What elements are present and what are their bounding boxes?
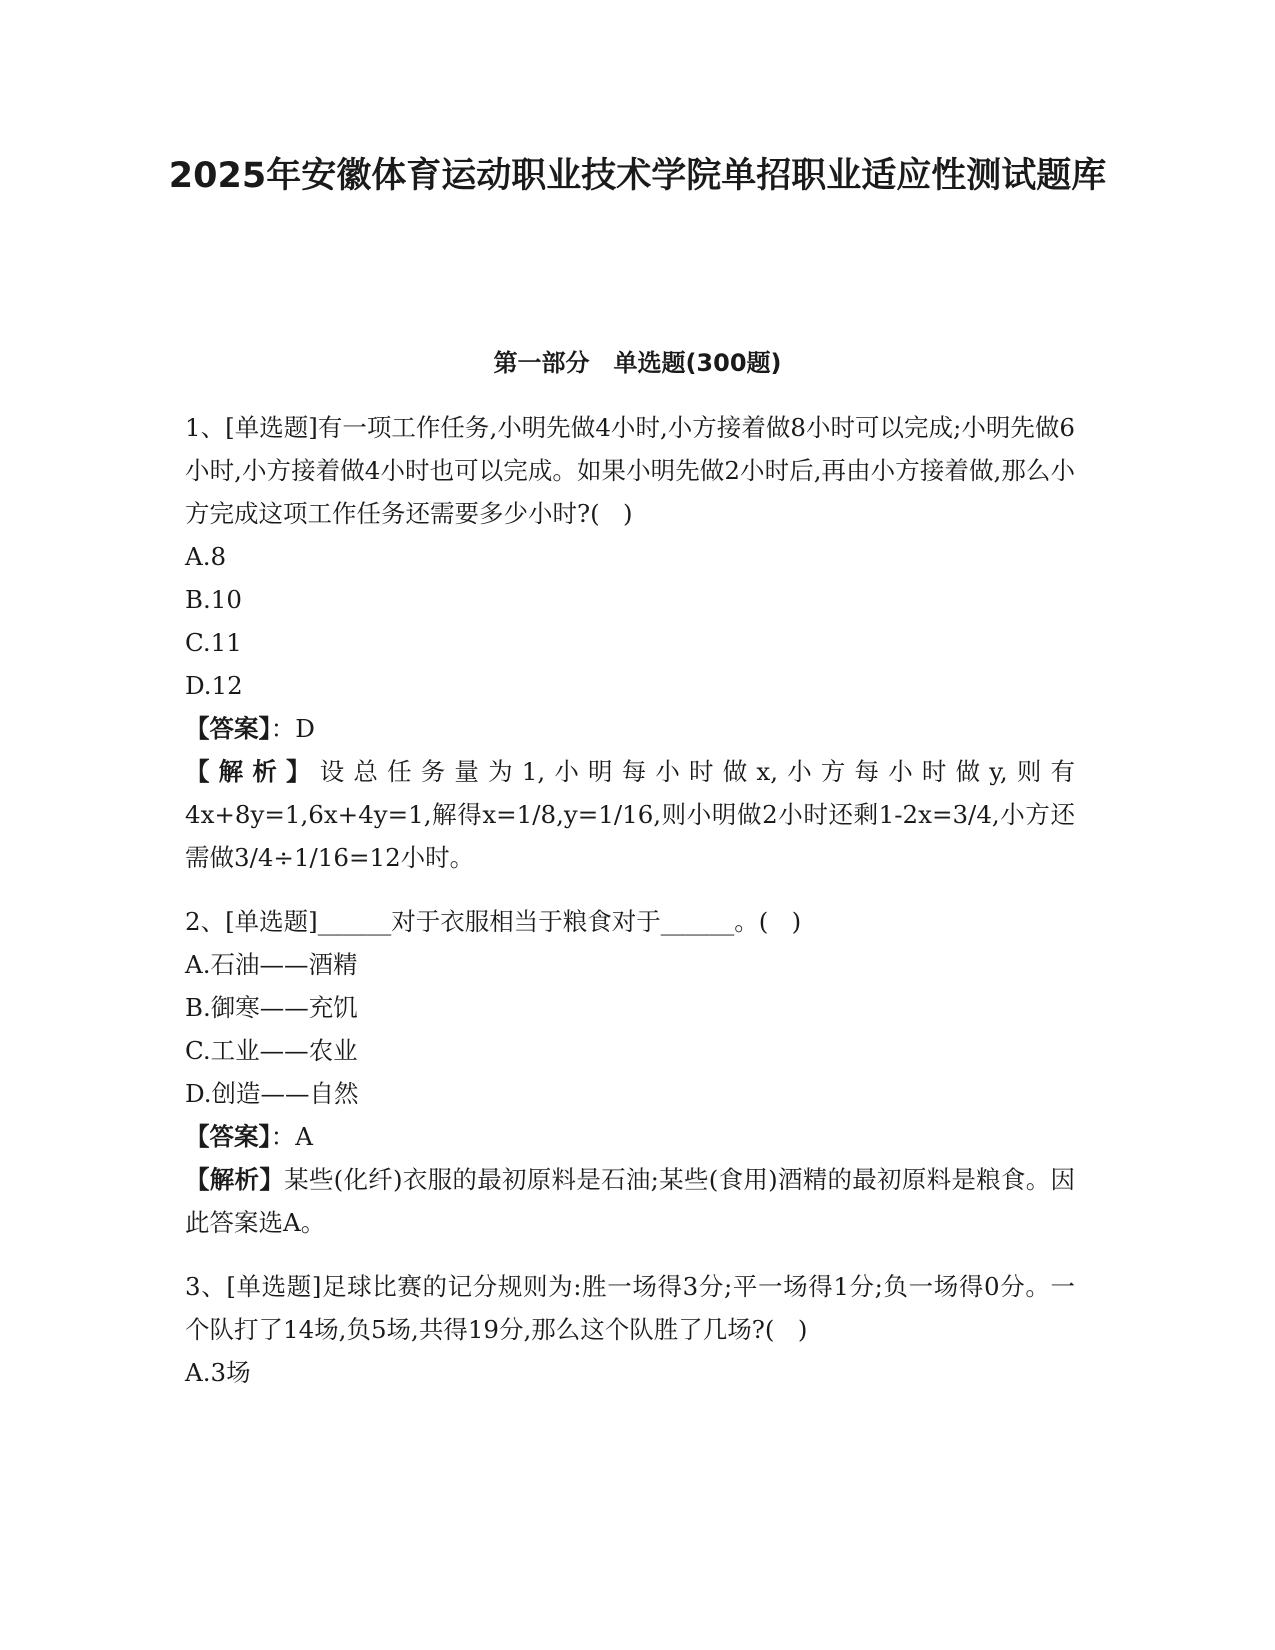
question-2-option-d: D.创造——自然: [185, 1079, 359, 1108]
answer-value: ：A: [270, 1122, 313, 1151]
answer-value: ：D: [270, 714, 315, 743]
answer-label: 【答案】: [185, 714, 271, 743]
question-list: [185, 406, 1075, 1415]
question-2-option-c: C.工业——农业: [185, 1036, 358, 1065]
question-1-option-b: B.10: [185, 585, 242, 614]
question-1-answer: [185, 707, 1075, 750]
question-3-option-a: A.3场: [185, 1358, 251, 1387]
answer-label: 【答案】: [185, 1122, 271, 1151]
question-2-analysis: [185, 1158, 1075, 1244]
question-2: [185, 900, 1075, 1244]
analysis-label: 【解析】: [185, 1165, 285, 1194]
analysis-label: 【解析】: [185, 757, 320, 786]
analysis-text: 设总任务量为1,小明每小时做x,小方每小时做y,则有4x+8y=1,6x+4y=1,解得x=1/8,y=1/16,则小明做2小时还剩1-2x=3/4,小方还需做3/4÷1/16=12小时。: [185, 757, 1075, 872]
question-2-option-b: B.御寒——充饥: [185, 993, 358, 1022]
question-1: [185, 406, 1075, 879]
question-3: [185, 1265, 1075, 1394]
question-1-option-d: D.12: [185, 671, 243, 700]
question-3-stem: 3、[单选题]足球比赛的记分规则为:胜一场得3分;平一场得1分;负一场得0分。一个队打了14场,负5场,共得19分,那么这个队胜了几场?( ): [185, 1272, 1075, 1344]
question-2-option-a: A.石油——酒精: [185, 950, 358, 979]
document-title: 2025年安徽体育运动职业技术学院单招职业适应性测试题库: [168, 156, 1107, 196]
section-title: 第一部分 单选题(300题): [493, 349, 782, 377]
question-1-option-a: A.8: [185, 542, 227, 571]
question-2-stem: 2、[单选题]______对于衣服相当于粮食对于______。( ): [185, 907, 802, 936]
analysis-text: 某些(化纤)衣服的最初原料是石油;某些(食用)酒精的最初原料是粮食。因此答案选A。: [185, 1165, 1075, 1237]
question-1-stem: 1、[单选题]有一项工作任务,小明先做4小时,小方接着做8小时可以完成;小明先做6小时,小方接着做4小时也可以完成。如果小明先做2小时后,再由小方接着做,那么小方完成这项工作任务还需要多少小时?( ): [185, 413, 1075, 528]
question-2-answer: [185, 1115, 1075, 1158]
question-1-analysis: [185, 750, 1075, 879]
question-1-option-c: C.11: [185, 628, 242, 657]
